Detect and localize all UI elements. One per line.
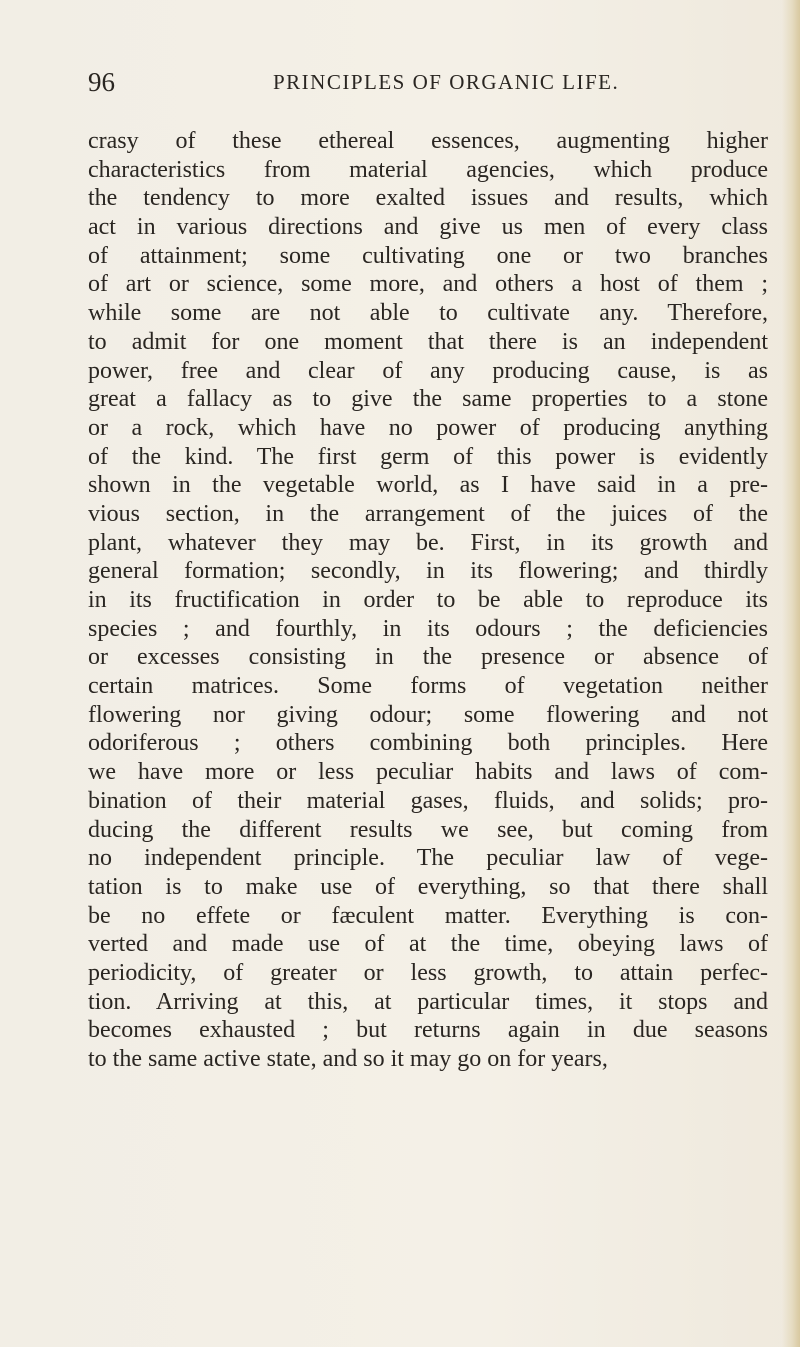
text-line: verted and made use of at the time, obeying laws of [88,931,768,958]
text-line: bination of their material gases, fluids, and solids; pro- [88,787,768,814]
text-line: general formation; secondly, in its flowering; and thirdly [88,558,768,585]
text-line: species ; and fourthly, in its odours ; the deficiencies [88,615,768,642]
text-line: act in various directions and give us men of every class [88,214,768,241]
text-line: we have more or less peculiar habits and laws of com- [88,759,768,786]
page-number: 96 [88,67,115,97]
body-paragraph [88,127,768,1074]
text-line: great a fallacy as to give the same properties to a stone [88,386,768,413]
text-line: characteristics from material agencies, which produce [88,156,768,183]
text-line: the tendency to more exalted issues and results, which [88,185,768,212]
text-line: of the kind. The first germ of this power is evidently [88,443,768,470]
running-head: PRINCIPLES OF ORGANIC LIFE. [273,70,620,94]
page-edge-shadow [782,0,800,1347]
text-line: power, free and clear of any producing cause, is as [88,357,768,384]
text-line: or excesses consisting in the presence or absence of [88,644,768,671]
text-line: be no effete or fæculent matter. Everything is con- [88,902,768,929]
text-line: becomes exhausted ; but returns again in due seasons [88,1017,768,1044]
text-line: shown in the vegetable world, as I have said in a pre- [88,472,768,499]
text-line: tion. Arriving at this, at particular times, it stops and [88,988,768,1015]
text-line: odoriferous ; others combining both principles. Here [88,730,768,757]
text-line: to the same active state, and so it may go on for years, [88,1046,608,1072]
text-line: crasy of these ethereal essences, augmenting higher [88,128,768,154]
page-header [88,62,768,102]
text-line: or a rock, which have no power of producing anything [88,414,768,441]
text-line: plant, whatever they may be. First, in its growth and [88,529,768,556]
text-line: no independent principle. The peculiar law of vege- [88,845,768,872]
text-line: in its fructification in order to be able to reproduce its [88,587,768,613]
text-line: tation is to make use of everything, so that there shall [88,873,768,900]
text-line: vious section, in the arrangement of the juices of the [88,500,768,527]
text-line: flowering nor giving odour; some flowering and not [88,701,768,728]
text-line: while some are not able to cultivate any. Therefore, [88,300,768,327]
text-line: periodicity, of greater or less growth, to attain perfec- [88,959,768,986]
text-line: of art or science, some more, and others a host of them ; [88,271,768,298]
text-line: of attainment; some cultivating one or two branches [88,242,768,269]
text-line: ducing the different results we see, but coming from [88,816,768,843]
text-line: certain matrices. Some forms of vegetation neither [88,673,768,700]
text-line: to admit for one moment that there is an independent [88,328,768,355]
